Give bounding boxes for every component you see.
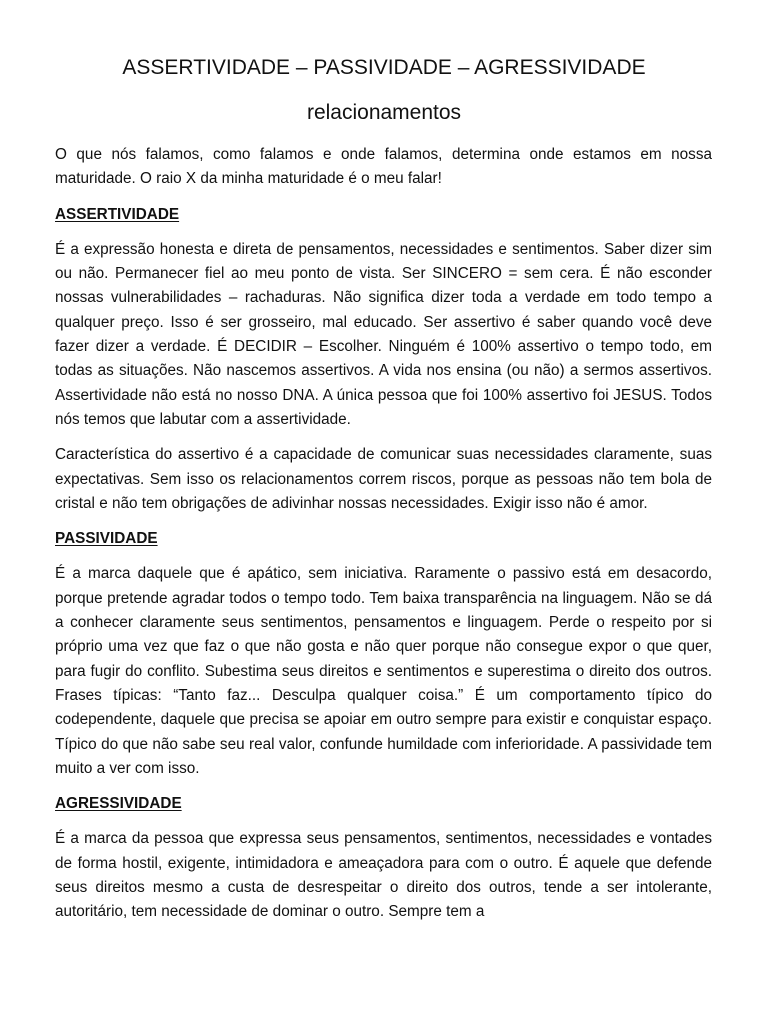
intro-paragraph: O que nós falamos, como falamos e onde falamos, determina onde estamos em nossa maturidade. O raio X da minha maturidade é o meu falar!	[55, 146, 712, 188]
paragraph: Característica do assertivo é a capacidade de comunicar suas necessidades claramente, suas expectativas. Sem isso os relacionamentos correm riscos, porque as pessoas não tem bola de cristal e não tem obrigações de adivinhar nossas necessidades. Exigir isso não é amor.	[55, 446, 712, 512]
document-body	[55, 143, 712, 936]
section-heading-assertividade: ASSERTIVIDADE	[55, 205, 180, 223]
section-heading-agressividade: AGRESSIVIDADE	[55, 795, 182, 813]
document-subtitle: relacionamentos	[306, 101, 462, 124]
section-heading-passividade: PASSIVIDADE	[55, 530, 158, 548]
paragraph: É a expressão honesta e direta de pensamentos, necessidades e sentimentos. Saber dizer sim ou não. Permanecer fiel ao meu ponto de vista. Ser SINCERO = sem cera. É não esconder nossas vulnerabilidades – rachaduras. Não significa dizer toda a verdade em todo tempo a qualquer preço. Isso é ser grosseiro, mal educado. Ser assertivo é saber quando você deve fazer dizer a verdade. É DECIDIR – Escolher. Ninguém é 100% assertivo o tempo todo, em todas as situações. Não nascemos assertivos. A vida nos ensina (ou não) a sermos assertivos. Assertividade não está no nosso DNA. A única pessoa que foi 100% assertivo foi JESUS. Todos nós temos que labutar com a assertividade.	[55, 240, 712, 428]
paragraph: É a marca da pessoa que expressa seus pensamentos, sentimentos, necessidades e vontades de forma hostil, exigente, intimidadora e ameaçadora para com o outro. É aquele que defende seus direitos mesmo a custa de desrespeitar o direito dos outros, tende a ser intolerante, autoritário, tem necessidade de dominar o outro. Sempre tem a	[55, 830, 712, 921]
document-title: ASSERTIVIDADE – PASSIVIDADE – AGRESSIVIDADE	[122, 56, 646, 79]
paragraph: É a marca daquele que é apático, sem iniciativa. Raramente o passivo está em desacordo, porque pretende agradar todos o tempo todo. Tem baixa transparência na linguagem. Não se dá a conhecer claramente seus sentimentos, pensamentos e linguagem. Perde o respeito por si próprio uma vez que faz o que não gosta e não quer porque não consegue expor o que quer, para fugir do conflito. Subestima seus direitos e sentimentos e superestima o direito dos outros. Frases típicas: “Tanto faz... Desculpa qualquer coisa.” É um comportamento típico do codependente, daquele que precisa se apoiar em outro sempre para existir e conquistar espaço. Típico do que não sabe seu real valor, confunde humildade com inferioridade. A passividade tem muito a ver com isso.	[55, 565, 712, 777]
